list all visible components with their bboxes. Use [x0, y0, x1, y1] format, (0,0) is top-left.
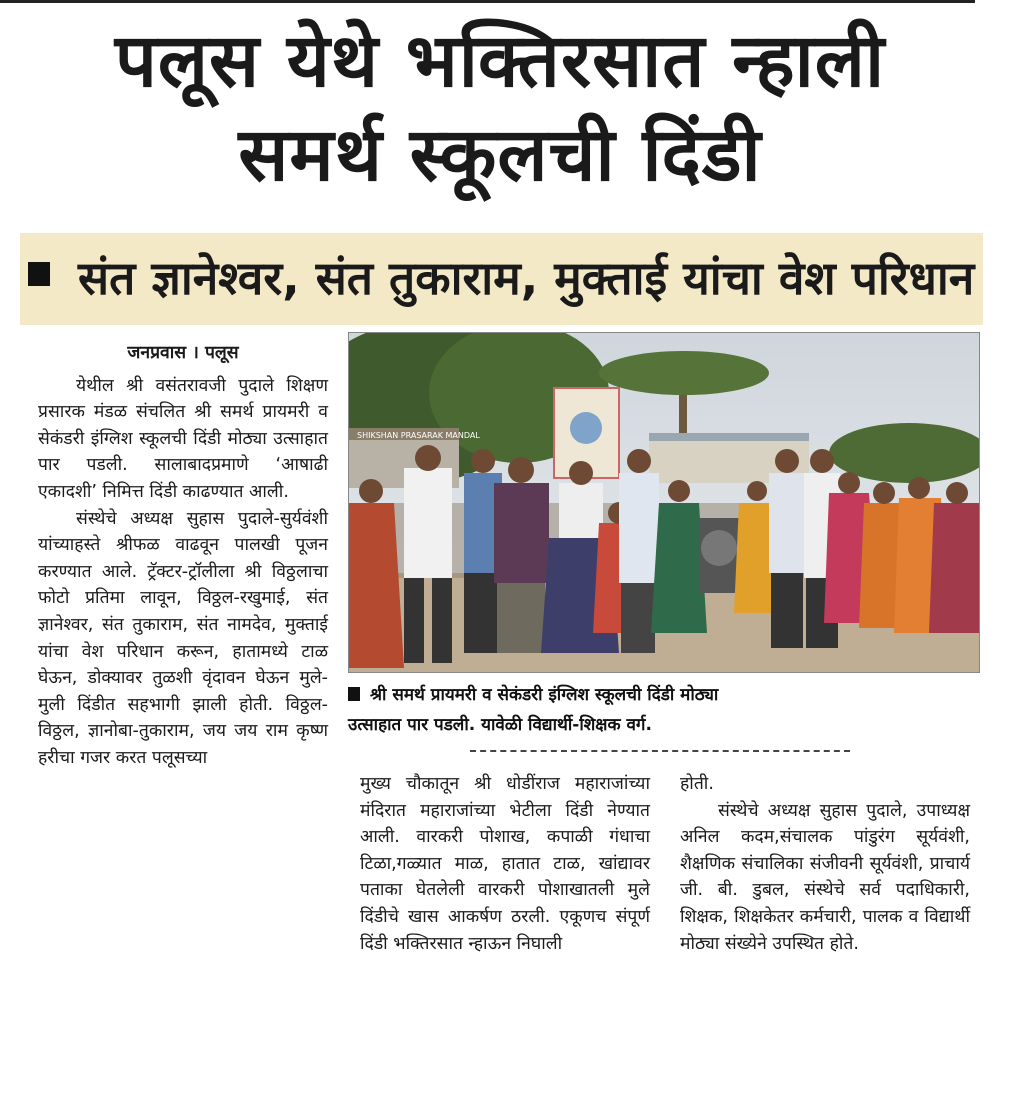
headline-line-2: समर्थ स्कूलची दिंडी	[238, 112, 762, 198]
headline	[20, 14, 980, 202]
caption-line-1: श्री समर्थ प्रायमरी व सेकंडरी इंग्लिश स्कूलची दिंडी मोठ्या	[370, 685, 719, 705]
col1-paragraph-2: संस्थेचे अध्यक्ष सुहास पुदाले-सुर्यवंशी यांच्याहस्ते श्रीफळ वाढवून पालखी पूजन करण्यात आले. ट्रॅक्टर-ट्रॉलीला श्री विठ्ठलाचा फोटो प्रतिमा लावून, विठ्ठल-रखुमाई, संत ज्ञानेश्वर, संत तुकाराम, संत नामदेव, मुक्ताई यांचा वेश परिधान करून, हातामध्ये टाळ घेऊन, डोक्यावर तुळशी वृंदावन घेऊन मुले-मुली दिंडीत सहभागी झाली होती. विठ्ठल-विठ्ठल, ज्ञानोबा-तुकाराम, जय जय राम कृष्ण हरीचा गजर करत पलूसच्या	[38, 508, 328, 768]
article-column-1	[38, 340, 328, 772]
photo-caption	[348, 680, 978, 740]
bullet-square-icon	[348, 687, 360, 701]
top-rule	[0, 0, 975, 3]
col2-paragraph-1: मुख्य चौकातून श्री धोडींराज महाराजांच्या मंदिरात महाराजांच्या भेटीला दिंडी नेण्यात आली. वारकरी पोशाख, कपाळी गंधाचा टिळा,गळ्यात माळ, हातात टाळ, खांद्यावर पताका घेतलेली वारकरी पोशाखातली मुले दिंडीचे खास आकर्षण ठरली. एकूणच संपूर्ण दिंडी भक्तिरसात न्हाऊन निघाली	[360, 774, 650, 954]
caption-divider	[470, 750, 850, 752]
col1-paragraph-1: येथील श्री वसंतरावजी पुदाले शिक्षण प्रसारक मंडळ संचलित श्री समर्थ प्रायमरी व सेकंडरी इंग्लिश स्कूलची दिंडी मोठ्या उत्साहात पार पडली. सालाबादप्रमाणे ‘आषाढी एकादशी’ निमित्त दिंडी काढण्यात आली.	[38, 375, 328, 502]
col3-paragraph-1: संस्थेचे अध्यक्ष सुहास पुदाले, उपाध्यक्ष अनिल कदम,संचालक पांडुरंग सूर्यवंशी, शैक्षणिक संचालिका संजीवनी सूर्यवंशी, प्राचार्य जी. बी. डुबल, संस्थेचे सर्व पदाधिकारी, शिक्षक, शिक्षकेतर कर्मचारी, पालक व विद्यार्थी मोठ्या संख्येने उपस्थित होते.	[680, 800, 970, 954]
headline-line-1: पलूस येथे भक्तिरसात न्हाली	[114, 18, 886, 104]
subheadline: संत ज्ञानेश्वर, संत तुकाराम, मुक्ताई यांचा वेश परिधान	[78, 251, 975, 305]
article-column-2	[360, 771, 650, 957]
photo-banner-text: SHIKSHAN PRASARAK MANDAL	[357, 431, 480, 440]
dateline: जनप्रवास । पलूस	[127, 343, 239, 363]
col3-paragraph-0: होती.	[680, 774, 714, 794]
news-photo	[348, 332, 980, 673]
caption-line-2: उत्साहात पार पडली. यावेळी विद्यार्थी-शिक्षक वर्ग.	[348, 715, 652, 735]
bullet-square-icon	[28, 262, 50, 286]
article-column-3	[680, 771, 970, 957]
